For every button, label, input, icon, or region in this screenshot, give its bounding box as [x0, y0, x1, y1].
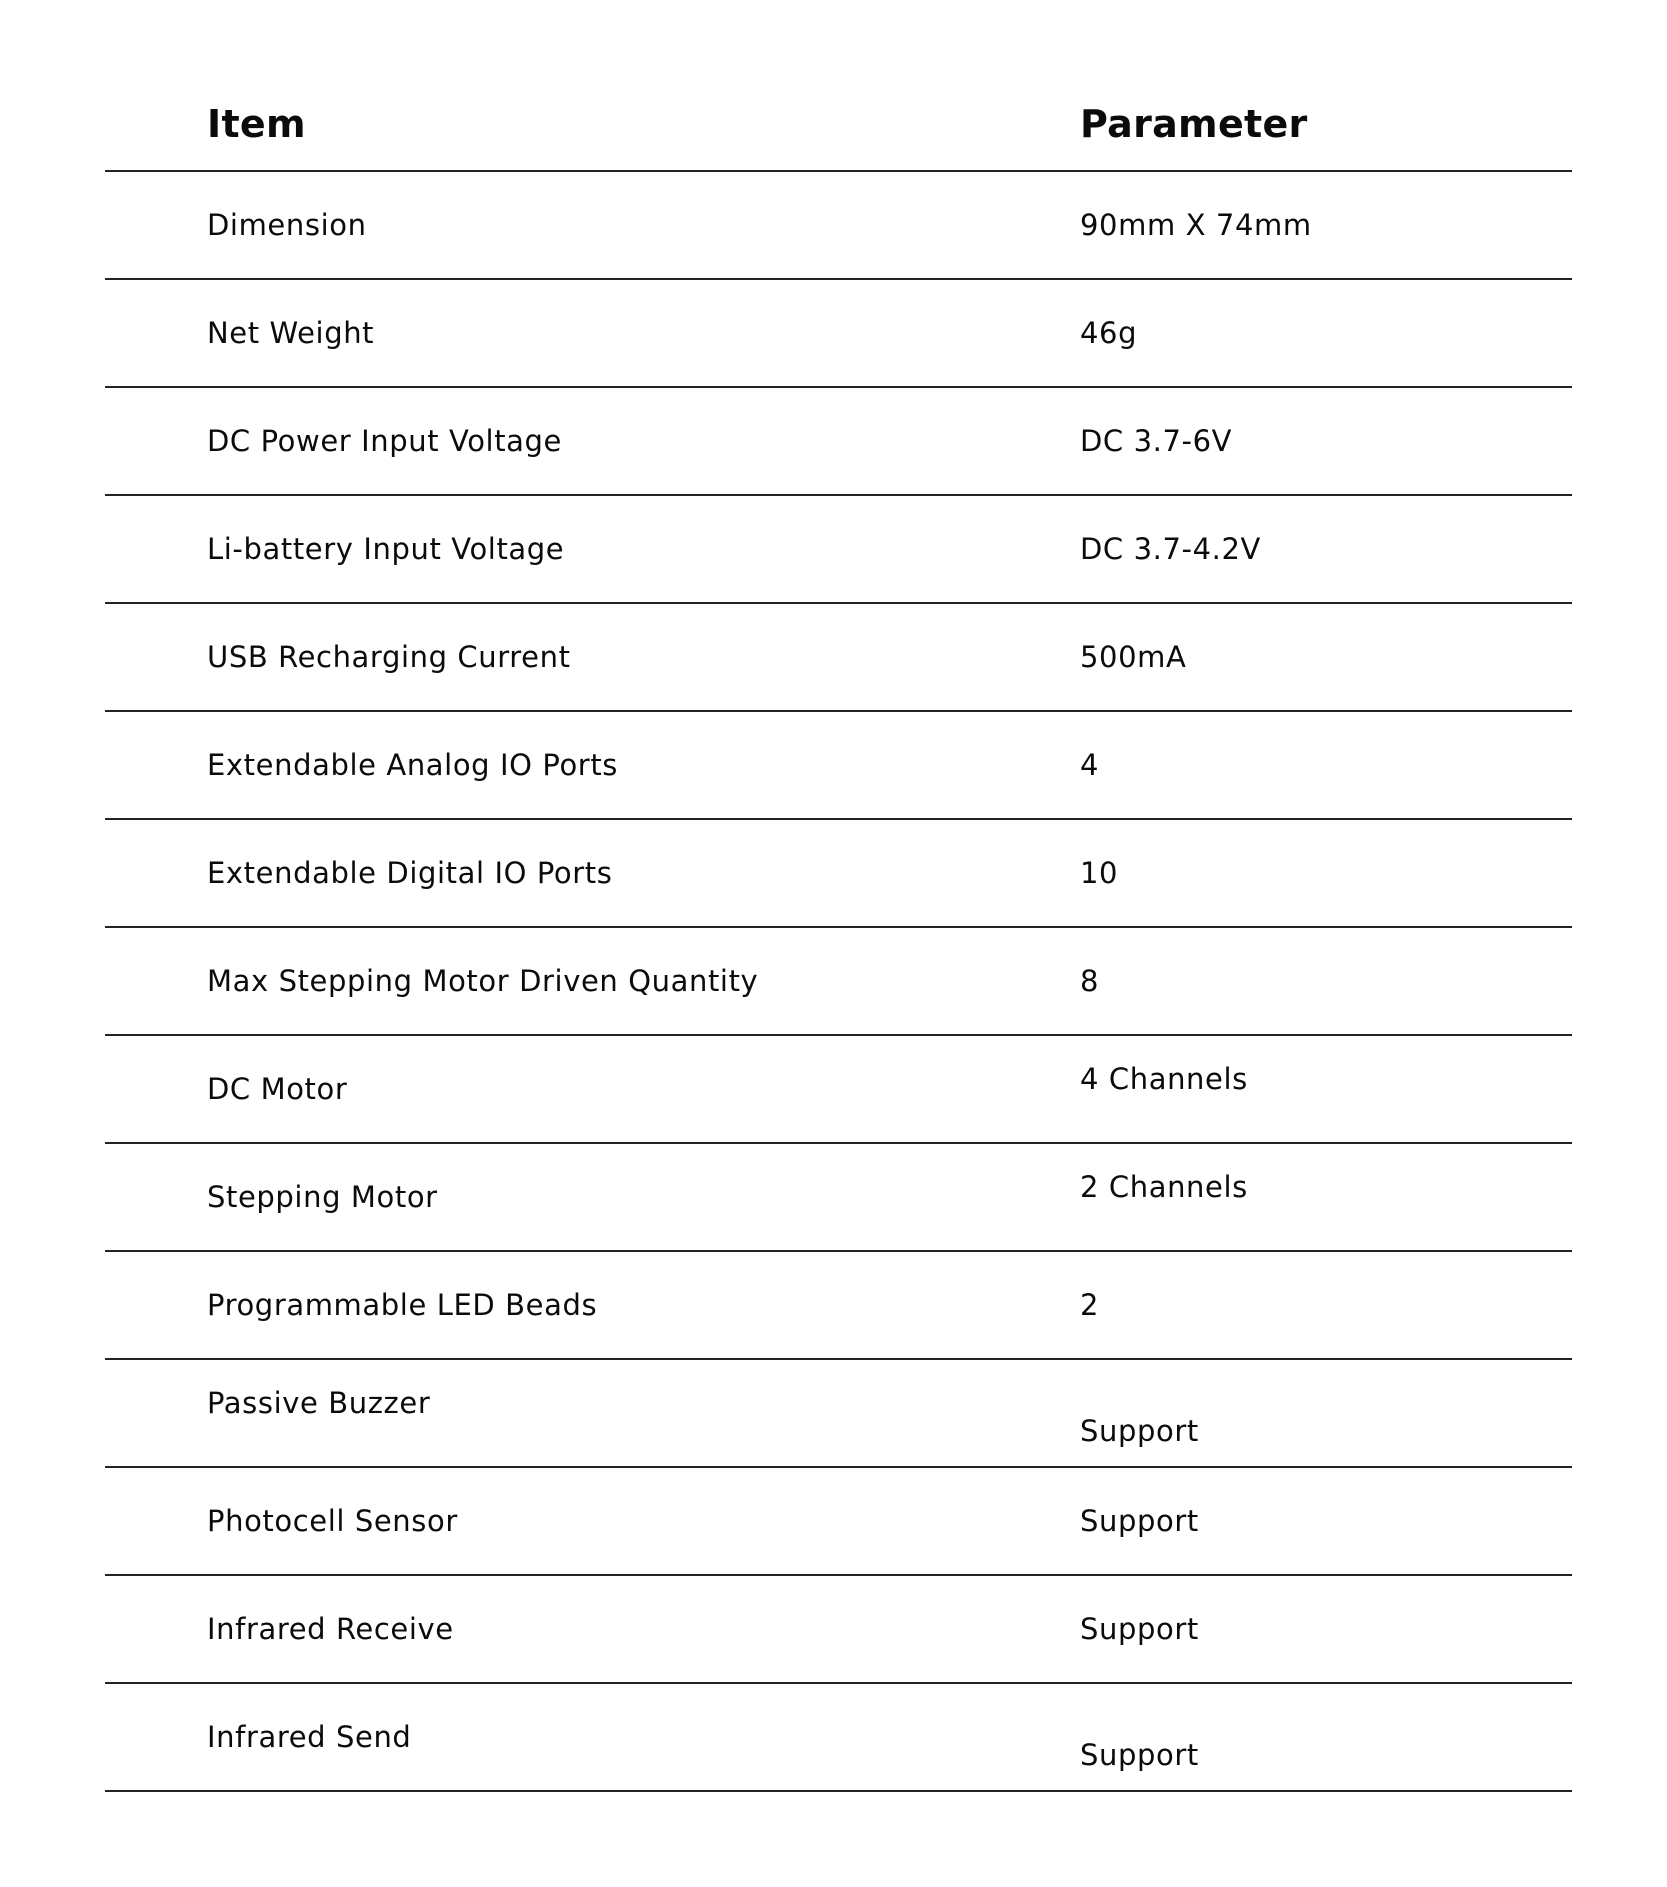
row-item: Photocell Sensor	[207, 1504, 458, 1538]
row-parameter: Support	[1080, 1738, 1199, 1772]
row-item: Infrared Receive	[207, 1612, 454, 1646]
table-row	[105, 1468, 1572, 1576]
row-parameter: 2	[1080, 1288, 1100, 1322]
row-parameter: Support	[1080, 1504, 1199, 1538]
row-item: Infrared Send	[207, 1720, 412, 1754]
row-item: Max Stepping Motor Driven Quantity	[207, 964, 759, 998]
row-parameter: Support	[1080, 1612, 1199, 1646]
row-item: Li-battery Input Voltage	[207, 532, 565, 566]
row-item: DC Motor	[207, 1072, 348, 1106]
row-item: Extendable Analog IO Ports	[207, 748, 618, 782]
row-item: Programmable LED Beads	[207, 1288, 598, 1322]
table-row	[105, 496, 1572, 604]
row-item: DC Power Input Voltage	[207, 424, 562, 458]
spec-table	[105, 62, 1572, 1792]
table-row	[105, 1036, 1572, 1144]
row-parameter: 4 Channels	[1080, 1062, 1248, 1096]
table-row	[105, 388, 1572, 496]
row-parameter: 4	[1080, 748, 1100, 782]
row-parameter: DC 3.7-6V	[1080, 424, 1233, 458]
row-item: Stepping Motor	[207, 1180, 438, 1214]
table-row	[105, 712, 1572, 820]
table-row	[105, 1684, 1572, 1792]
header-item: Item	[207, 102, 306, 146]
table-row	[105, 280, 1572, 388]
table-row	[105, 820, 1572, 928]
table-row	[105, 1144, 1572, 1252]
row-parameter: 8	[1080, 964, 1100, 998]
table-row	[105, 1360, 1572, 1468]
row-item: Extendable Digital IO Ports	[207, 856, 613, 890]
row-parameter: 2 Channels	[1080, 1170, 1248, 1204]
row-item: Dimension	[207, 208, 367, 242]
row-parameter: 10	[1080, 856, 1119, 890]
row-parameter: 90mm X 74mm	[1080, 208, 1312, 242]
header-parameter: Parameter	[1080, 102, 1308, 146]
table-header	[105, 62, 1572, 172]
row-parameter: 46g	[1080, 316, 1138, 350]
table-row	[105, 1252, 1572, 1360]
table-row	[105, 1576, 1572, 1684]
row-item: Passive Buzzer	[207, 1386, 431, 1420]
row-parameter: DC 3.7-4.2V	[1080, 532, 1261, 566]
row-item: Net Weight	[207, 316, 375, 350]
table-row	[105, 172, 1572, 280]
table-row	[105, 604, 1572, 712]
row-parameter: 500mA	[1080, 640, 1187, 674]
row-item: USB Recharging Current	[207, 640, 571, 674]
table-row	[105, 928, 1572, 1036]
row-parameter: Support	[1080, 1414, 1199, 1448]
